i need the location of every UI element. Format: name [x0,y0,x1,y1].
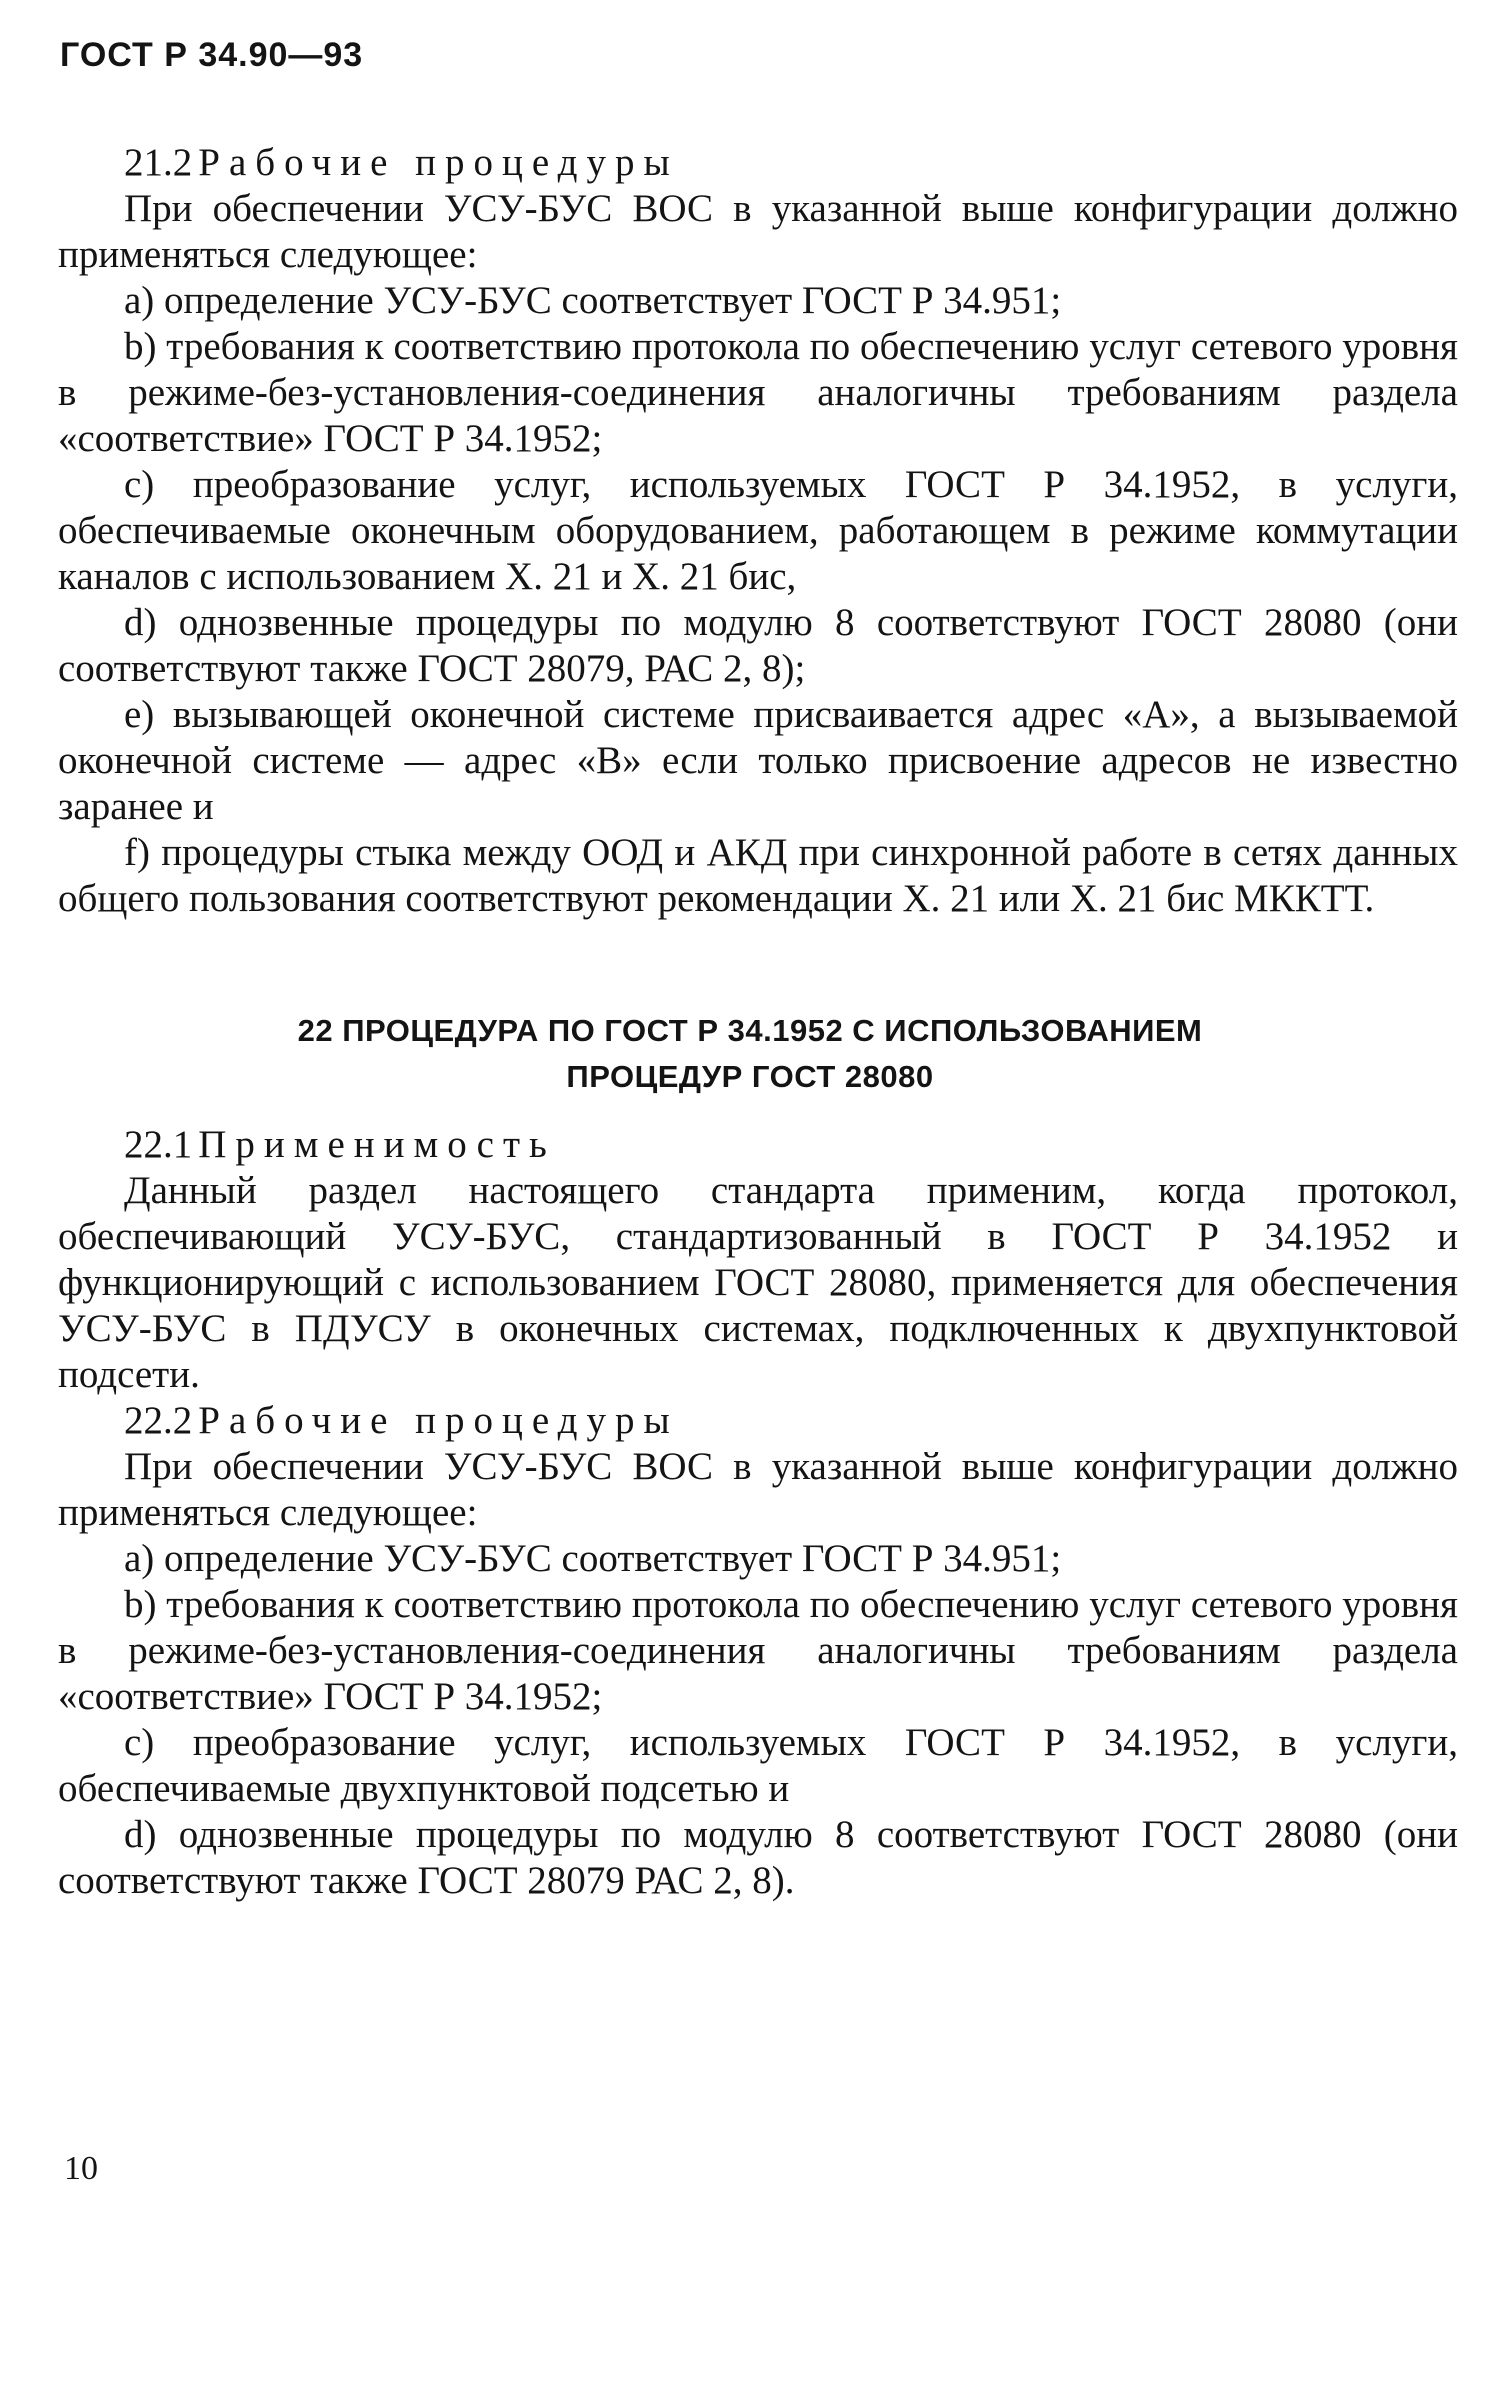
list-item-b: b) требования к соответствию протокола по обеспечению услуг сетевого уровня в режиме-без-установления-соединения аналогичны требованиям раздела «соответствие» ГОСТ Р 34.1952; [58,1583,1458,1718]
list-item-b: b) требования к соответствию протокола по обеспечению услуг сетевого уровня в режиме-без-установления-соединения аналогичны требованиям раздела «соответствие» ГОСТ Р 34.1952; [58,325,1458,460]
subsection-title: Применимость [198,1123,556,1166]
subsection-heading [58,1398,1458,1444]
list-item-f: f) процедуры стыка между ООД и АКД при синхронной работе в сетях данных общего пользования соответствуют рекомендации Х. 21 или Х. 21 бис МККТТ. [58,831,1458,920]
list-item-a: а) определение УСУ-БУС соответствует ГОСТ Р 34.951; [124,1537,1062,1580]
section-22-heading [180,1008,1320,1100]
list-item-e: e) вызывающей оконечной системе присваивается адрес «А», а вызываемой оконечной системе — адрес «В» если только присвоение адресов не известно заранее и [58,693,1458,828]
subsection-heading [58,1122,1458,1168]
section-heading-line-1: 22 ПРОЦЕДУРА ПО ГОСТ Р 34.1952 С ИСПОЛЬЗОВАНИЕМ [297,1013,1203,1048]
subsection-heading [58,140,1458,186]
section-21-2 [58,140,1458,922]
list-item-d: d) однозвенные процедуры по модулю 8 соответствуют ГОСТ 28080 (они соответствуют также ГОСТ 28079, РАС 2, 8); [58,601,1458,690]
section-heading-line-2: ПРОЦЕДУР ГОСТ 28080 [566,1059,934,1094]
subsection-number: 21.2 [124,141,193,184]
paragraph-intro: При обеспечении УСУ-БУС ВОС в указанной выше конфигурации должно применяться следующее: [58,1445,1458,1534]
list-item-a: а) определение УСУ-БУС соответствует ГОСТ Р 34.951; [124,279,1062,322]
subsection-title: Рабочие процедуры [198,1399,679,1442]
section-22-body [58,1122,1458,1904]
subsection-number: 22.1 [124,1123,193,1166]
subsection-title: Рабочие процедуры [198,141,679,184]
paragraph-applicability: Данный раздел настоящего стандарта применим, когда протокол, обеспечивающий УСУ-БУС, стандартизованный в ГОСТ Р 34.1952 и функционирующий с использованием ГОСТ 28080, применяется для обеспечения УСУ-БУС в ПДУСУ в оконечных системах, подключенных к двухпунктовой подсети. [58,1169,1458,1396]
list-item-d: d) однозвенные процедуры по модулю 8 соответствуют ГОСТ 28080 (они соответствуют также ГОСТ 28079 РАС 2, 8). [58,1813,1458,1902]
paragraph-intro: При обеспечении УСУ-БУС ВОС в указанной выше конфигурации должно применяться следующее: [58,187,1458,276]
running-header: ГОСТ Р 34.90—93 [60,36,364,74]
list-item-c: c) преобразование услуг, используемых ГОСТ Р 34.1952, в услуги, обеспечиваемые двухпунктовой подсетью и [58,1721,1458,1810]
page-number: 10 [64,2150,98,2187]
subsection-number: 22.2 [124,1399,193,1442]
list-item-c: c) преобразование услуг, используемых ГОСТ Р 34.1952, в услуги, обеспечиваемые оконечным оборудованием, работающем в режиме коммутации каналов с использованием Х. 21 и Х. 21 бис, [58,463,1458,598]
